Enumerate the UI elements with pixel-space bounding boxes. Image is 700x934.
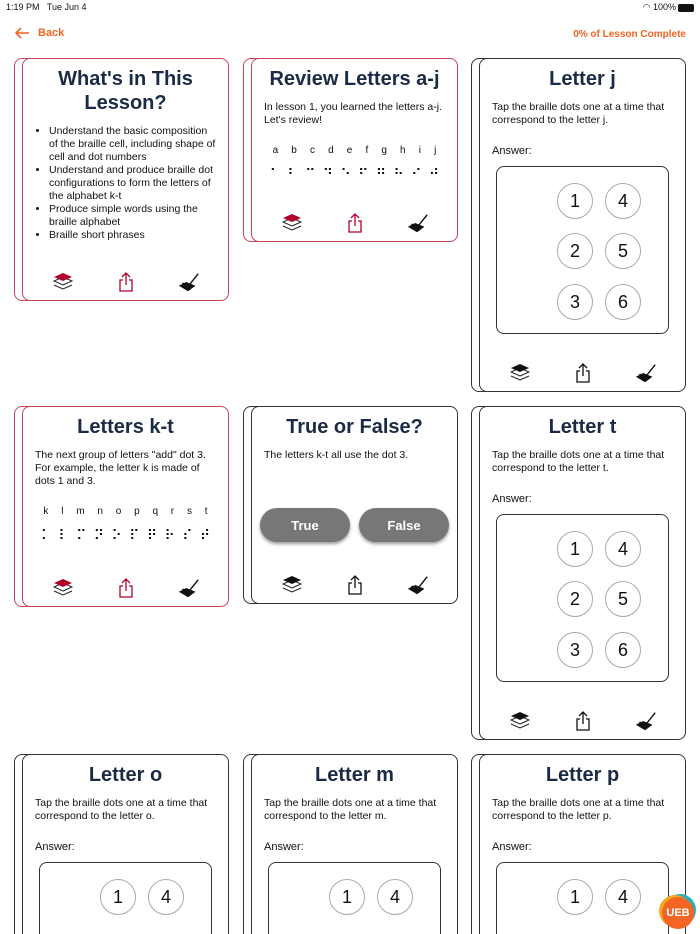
dot-button-1[interactable]: 1 [557, 879, 593, 915]
braille-cell: ⠏ [129, 527, 140, 543]
card-title: Letter p [545, 764, 620, 786]
braille-row [37, 527, 214, 544]
layers-icon[interactable] [280, 211, 304, 235]
dot-button-2[interactable]: 2 [557, 233, 593, 269]
checkmark-icon[interactable] [406, 211, 430, 235]
braille-dot-pad [39, 862, 212, 934]
battery-icon [678, 4, 694, 12]
outline-item: • Braille short phrases [49, 229, 216, 242]
dot-button-4[interactable]: 4 [605, 531, 641, 567]
braille-cell: ⠞ [199, 527, 211, 543]
letter: a [272, 145, 279, 156]
braille-dot-pad [496, 166, 669, 334]
answer-label: Answer: [492, 493, 532, 505]
dot-button-5[interactable]: 5 [605, 581, 641, 617]
letter: q [152, 506, 158, 517]
dot-button-1[interactable]: 1 [329, 879, 365, 915]
letter: p [134, 506, 140, 517]
dot-button-4[interactable]: 4 [605, 183, 641, 219]
card-actions [31, 576, 220, 600]
outline-item: • Produce simple words using the braille alphabet [49, 203, 216, 229]
lesson-outline [35, 125, 216, 242]
dot-button-1[interactable]: 1 [100, 879, 136, 915]
false-button[interactable]: False [359, 508, 449, 542]
letter: f [365, 145, 369, 156]
letter: r [170, 506, 175, 517]
braille-cell: ⠅ [40, 527, 51, 543]
braille-cell: ⠚ [428, 166, 440, 182]
share-icon[interactable] [571, 709, 595, 733]
braille-cell: ⠇ [58, 527, 69, 543]
status-time: 1:19 PM [6, 2, 40, 12]
card-actions [260, 573, 449, 597]
braille-cell: ⠁ [269, 166, 280, 182]
dot-button-6[interactable]: 6 [605, 632, 641, 668]
braille-cell: ⠟ [146, 527, 158, 543]
card-actions [488, 709, 677, 733]
dot-button-4[interactable]: 4 [605, 879, 641, 915]
checkmark-icon[interactable] [634, 709, 658, 733]
status-date: Tue Jun 4 [46, 2, 87, 12]
answer-label: Answer: [35, 841, 75, 853]
braille-cell: ⠎ [182, 527, 193, 543]
card-title: Letter o [88, 764, 163, 786]
lesson-card[interactable] [243, 754, 458, 934]
lesson-card[interactable] [471, 754, 686, 934]
outline-item: • Understand the basic composition of the braille cell, including shape of cell and dot numbers [49, 125, 216, 164]
card-title: Letter m [315, 764, 394, 786]
letter: t [204, 506, 208, 517]
answer-label: Answer: [492, 145, 532, 157]
braille-cell: ⠍ [76, 527, 87, 543]
lesson-card[interactable] [243, 406, 458, 604]
letter: k [43, 506, 49, 517]
braille-cell: ⠃ [287, 166, 298, 182]
letter: j [434, 145, 437, 156]
lesson-progress: 0% of Lesson Complete [573, 29, 686, 40]
back-label: Back [38, 27, 65, 39]
dot-button-6[interactable]: 6 [605, 284, 641, 320]
share-icon[interactable] [343, 573, 367, 597]
layers-icon[interactable] [280, 573, 304, 597]
share-icon[interactable] [571, 361, 595, 385]
braille-row [266, 166, 443, 183]
letter: e [346, 145, 353, 156]
letter: g [381, 145, 387, 156]
braille-cell: ⠙ [322, 166, 334, 182]
outline-item: • Understand and produce braille dot configurations to form the letters of the alphabet k-t [49, 164, 216, 203]
lesson-card[interactable] [14, 754, 229, 934]
checkmark-icon[interactable] [177, 576, 201, 600]
layers-icon[interactable] [51, 270, 75, 294]
card-text: Tap the braille dots one at a time that correspond to the letter o. [35, 797, 208, 822]
braille-cell: ⠊ [411, 166, 422, 182]
wifi-icon: ◠ [642, 2, 651, 12]
share-icon[interactable] [114, 270, 138, 294]
card-title: Letter j [549, 68, 616, 90]
letter: o [115, 506, 122, 517]
answer-label: Answer: [264, 841, 304, 853]
status-bar [6, 2, 694, 13]
letter: n [97, 506, 103, 517]
card-title: Letters k-t [77, 416, 174, 438]
braille-cell: ⠛ [375, 166, 387, 182]
card-title: Review Letters a-j [269, 68, 440, 90]
lesson-card[interactable] [14, 58, 229, 301]
braille-dot-pad [496, 862, 669, 934]
card-title: True or False? [286, 416, 423, 438]
dot-button-2[interactable]: 2 [557, 581, 593, 617]
dot-button-4[interactable]: 4 [377, 879, 413, 915]
braille-cell: ⠉ [305, 166, 316, 182]
card-text: Tap the braille dots one at a time that correspond to the letter p. [492, 797, 665, 822]
card-title: What's in This Lesson? [58, 68, 193, 114]
card-text: Tap the braille dots one at a time that correspond to the letter j. [492, 101, 665, 126]
braille-cell: ⠗ [164, 527, 175, 543]
dot-button-5[interactable]: 5 [605, 233, 641, 269]
letter: l [61, 506, 64, 517]
braille-dot-pad [496, 514, 669, 682]
card-title: Letter t [548, 416, 617, 438]
dot-button-1[interactable]: 1 [557, 183, 593, 219]
answer-label: Answer: [492, 841, 532, 853]
braille-cell: ⠑ [340, 166, 351, 182]
share-icon[interactable] [343, 211, 367, 235]
lesson-card[interactable] [14, 406, 229, 607]
card-text: Tap the braille dots one at a time that correspond to the letter m. [264, 797, 437, 822]
dot-button-3[interactable]: 3 [557, 632, 593, 668]
layers-icon[interactable] [508, 361, 532, 385]
dot-button-4[interactable]: 4 [148, 879, 184, 915]
card-text: The next group of letters "add" dot 3. For example, the letter k is made of dots 1 and 3. [35, 449, 206, 487]
letter-row [37, 506, 214, 517]
checkmark-icon[interactable] [177, 270, 201, 294]
back-arrow-icon [14, 27, 30, 39]
card-actions [31, 270, 220, 294]
letter: m [76, 506, 85, 517]
letter: h [400, 145, 406, 156]
lesson-card[interactable] [471, 58, 686, 392]
braille-cell: ⠝ [93, 527, 105, 543]
braille-dot-pad [268, 862, 441, 934]
back-button[interactable] [14, 27, 64, 39]
card-text: The letters k-t all use the dot 3. [264, 449, 409, 461]
lesson-card[interactable] [243, 58, 458, 242]
checkmark-icon[interactable] [634, 361, 658, 385]
layers-icon[interactable] [508, 709, 532, 733]
dot-button-3[interactable]: 3 [557, 284, 593, 320]
share-icon[interactable] [114, 576, 138, 600]
letter: s [186, 506, 192, 517]
dot-button-1[interactable]: 1 [557, 531, 593, 567]
braille-cell: ⠋ [358, 166, 369, 182]
letter-row [266, 145, 443, 156]
card-text: Tap the braille dots one at a time that correspond to the letter t. [492, 449, 665, 474]
battery-level: 100% [652, 2, 676, 12]
letter: d [328, 145, 334, 156]
letter: b [291, 145, 297, 156]
letter: c [309, 145, 315, 156]
card-text: In lesson 1, you learned the letters a-j. Let's review! [264, 101, 443, 126]
letter: i [418, 145, 421, 156]
card-actions [488, 361, 677, 385]
lesson-card[interactable] [471, 406, 686, 740]
braille-cell: ⠕ [111, 527, 122, 543]
layers-icon[interactable] [51, 576, 75, 600]
braille-cell: ⠓ [393, 166, 404, 182]
card-actions [260, 211, 449, 235]
ueb-logo[interactable]: UEB [662, 897, 694, 929]
checkmark-icon[interactable] [406, 573, 430, 597]
true-button[interactable]: True [260, 508, 350, 542]
